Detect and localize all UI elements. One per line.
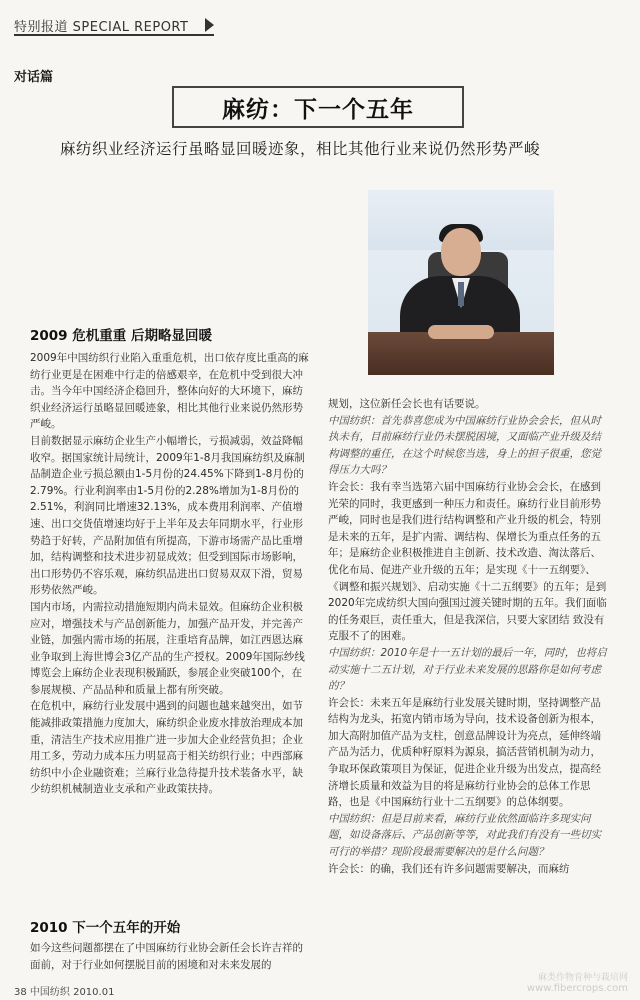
answer-3: 许会长：的确，我们还有许多问题需要解决，而麻纺 xyxy=(328,862,570,875)
watermark-line-2: www.fibercrops.com xyxy=(526,983,628,994)
site-watermark xyxy=(498,970,628,994)
watermark-line-1: 麻类作物育种与栽培网 xyxy=(537,973,628,983)
right-column xyxy=(328,396,610,877)
section-heading-2010: 2010 下一个五年的开始 xyxy=(30,920,181,936)
page-footer: 38 中国纺织 2010.01 xyxy=(14,987,115,998)
section-heading-2009: 2009 危机重重 后期略显回暖 xyxy=(30,328,212,344)
portrait-photo xyxy=(368,190,554,375)
left-paragraph-1: 2009年中国纺织行业陷入重重危机，出口依存度比重高的麻纺行业更是在困难中行走的倍感艰辛，在危机中受到很大冲击。当今年中国经济企稳回升，整体向好的大环境下，麻纺织业经济运行虽略显回暖迹象，相比其他行业来说仍然形势严峻。 xyxy=(30,352,309,431)
left-paragraph-3: 国内市场，内需拉动措施短期内尚未显效。但麻纺企业积极应对，增强技术与产品创新能力，加强产品开发，并完善产业链，加强内需市场的拓展，注重培育品牌，如江西恩达麻业争取到上海世博会3亿产品的生产授权。2009年国际纱线博览会上麻纺企业表现积极踊跃，参展企业突破100个，在参展规模、产品品种和质量上都有所突破。 xyxy=(30,600,305,696)
question-1: 中国纺织：首先恭喜您成为中国麻纺行业协会会长，但从时执未有，目前麻纺行业仍未摆脱困境，又面临产业升级及结构调整的重任，在这个时候您当选，身上的担子很重，您觉得压力大吗？ xyxy=(328,414,601,477)
dialogue-label: 对话篇 xyxy=(14,70,54,85)
article-title: 麻纺：下一个五年 xyxy=(222,96,414,123)
left-paragraph-4: 在危机中，麻纺行业发展中遇到的问题也越来越突出，如节能减排政策措施力度加大，麻纺织企业废水排放治理成本加重，清洁生产技术应用推广进一步加大企业经营负担；企业用工多，劳动力成本压力明显高于相关纺织行业；中西部麻纺织中小企业融资难；兰麻行业急待提升技术装备水平，缺少纺织机械制造业支承和产业政策扶持。 xyxy=(30,700,303,796)
question-2: 中国纺织：2010年是十一五计划的最后一年，同时，也将启动实施十二五计划，对于行业未来发展的思路你是如何考虑的？ xyxy=(328,646,607,693)
left-paragraph-2: 目前数据显示麻纺企业生产小幅增长，亏损减弱，效益降幅收窄。据国家统计局统计，2009年1-8月我国麻纺织及麻制品制造企业亏损总额由1-5月份的24.45%下降到1-8月份的2.79%。行业利润率由1-5月份的2.28%增加为1-8月份的2.51%，利润同比增速32.13%，成本费用利润率、产值增速、出口交货值增速均好于上半年及去年同期水平，行业形势趋于好转，产品附加值有所提高，下游市场需产品比重增加，结构调整和技术进步初显成效；但受到国际市场影响，出口形势仍不容乐观，麻纺织品进出口贸易双双下滑，贸易形势依然严峻。 xyxy=(30,434,305,597)
section-header xyxy=(0,0,640,40)
right-paragraph-1: 规划，这位新任会长也有话要说。 xyxy=(328,398,486,410)
left-paragraph-5: 如今这些问题都摆在了中国麻纺行业协会新任会长许吉祥的面前，对于行业如何摆脱目前的困境和对未来发展的 xyxy=(30,942,303,971)
left-column xyxy=(30,350,310,798)
article-title-box xyxy=(172,86,464,128)
question-3: 中国纺织：但是目前来看，麻纺行业依然面临许多现实问题，如设备落后、产品创新等等，对此我们有没有一些切实可行的举措？现阶段最需要解决的是什么问题？ xyxy=(328,812,601,859)
answer-2: 许会长：未来五年是麻纺行业发展关键时期，坚持调整产品结构为龙头，拓宽内销市场为导向，技术设备创新为根本，加大高附加值产品为支柱，创意品牌设计为亮点，延伸终端产品为活力，优质种籽原料为源泉，搞活营销机制为动力，争取环保政策项目为保证，促进企业升级为出发点，提高经济增长质量和效益为目的将是麻纺行业协会的总体工作思路，也是《中国麻纺行业十二五纲要》的总体纲要。 xyxy=(328,696,601,809)
triangle-marker-icon xyxy=(205,18,214,32)
article-subtitle: 麻纺织业经济运行虽略显回暖迹象，相比其他行业来说仍然形势严峻 xyxy=(60,140,541,158)
left-column-tail xyxy=(30,940,310,973)
photo-tie xyxy=(458,282,464,306)
photo-hands xyxy=(428,325,494,339)
photo-face xyxy=(441,228,481,276)
section-label: 特别报道 SPECIAL REPORT xyxy=(14,20,189,35)
answer-1: 许会长：我有幸当选第六届中国麻纺行业协会会长，在感到光荣的同时，我更感到一种压力和责任。麻纺行业目前形势严峻，同时也是我们进行结构调整和产业升级的机会，特别是未来的五年，是扩内需、调结构、保增长为重点任务的五年；是麻纺企业积极推进自主创新、技术改造、淘汰落后、优化布局、促进产业升级的五年；是实现《十一五纲要》、《调整和振兴规划》、启动实施《十二五纲要》的五年；是到2020年完成纺织大国向强国过渡关键时期的五年。我们面临的任务艰巨，责任重大，但是我深信，只要大家团结 致没有克服不了的困难。 xyxy=(328,480,607,643)
